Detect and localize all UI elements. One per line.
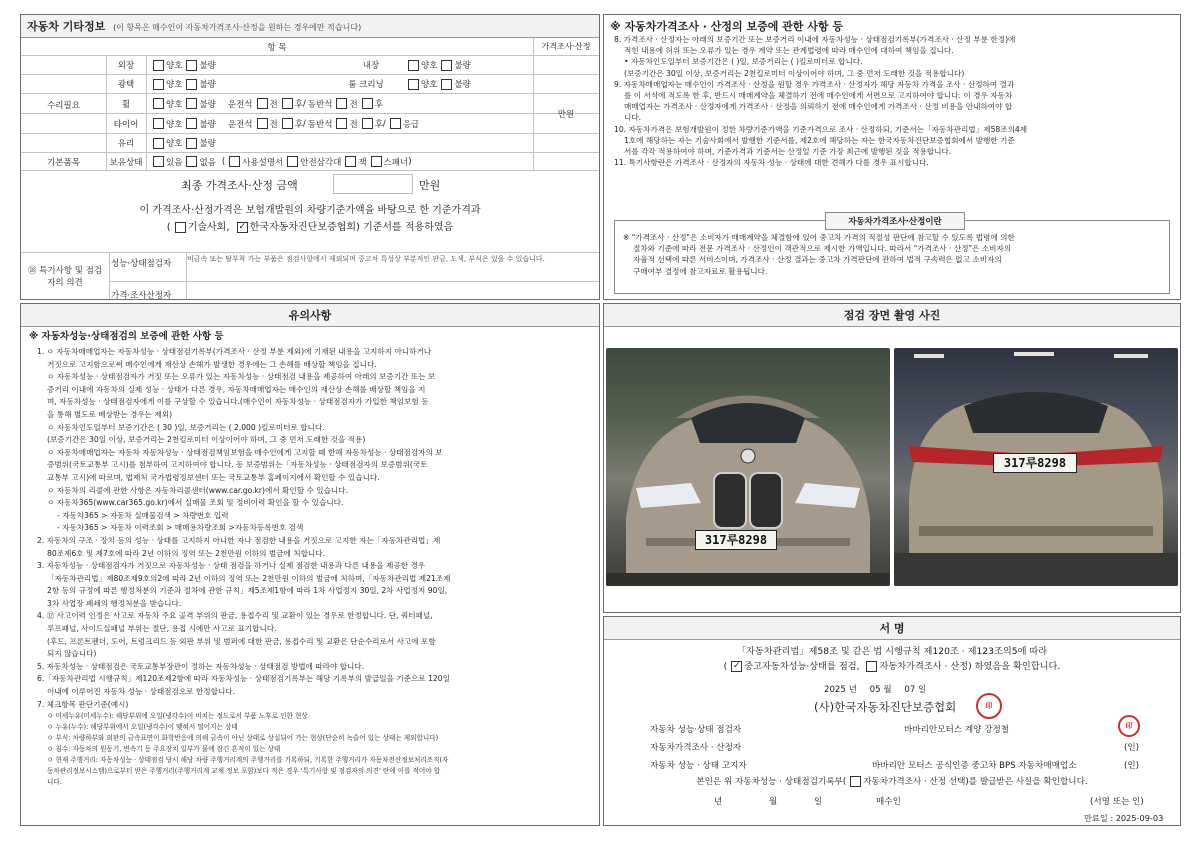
sign-month-unit: 월 bbox=[883, 685, 892, 695]
item-jack: 잭 bbox=[358, 157, 367, 168]
sign-opt1: 중고자동차성능·상태를 점검, bbox=[744, 661, 860, 672]
final-price-input[interactable] bbox=[333, 174, 413, 194]
buyer-label: 매수인 bbox=[876, 797, 901, 807]
checkbox-interior-good[interactable] bbox=[408, 60, 419, 71]
appraiser-seal: (인) bbox=[1124, 743, 1140, 753]
note-line: 4. ⑫ 사고이력 인정은 사고로 자동차 주요 골격 부위의 판금, 용접수리 및 교환이 있는 경우로 한정합니다. 단, 쿼터패널, bbox=[37, 611, 433, 621]
note-line: ㅇ 자동차의 리콜에 관한 사항은 자동차리콜센터(www.car.go.kr)에서 확인할 수 있습니다. bbox=[47, 485, 348, 495]
final-price-block bbox=[21, 171, 599, 253]
opt-bad: 불량 bbox=[199, 80, 216, 90]
opt-have: 있음 bbox=[166, 157, 183, 168]
checkbox-gloss-bad[interactable] bbox=[186, 79, 197, 90]
opt-good: 양호 bbox=[421, 80, 438, 90]
note-line: 증범위(국토교통부 고시)를 첨부하여 고지하여야 합니다. 동 보증범위는「자동차성능 · 상태점검자의 보증범위(국토 bbox=[47, 460, 428, 470]
row-tire: 타이어 양호 불량 운전석 전 후 / 동반석 전 후 / 응급 bbox=[21, 114, 599, 134]
label-room-cleaning: 룸 크리닝 bbox=[348, 80, 384, 90]
checkbox-exterior-good[interactable] bbox=[153, 60, 164, 71]
association-name: (사)한국자동차진단보증협회 bbox=[814, 700, 957, 714]
warranty-line: 서를 각각 적용하여야 하며, 기준가격과 기준서는 산정일 기준 가장 최근에 발행된 것을 적용합니다. bbox=[624, 147, 952, 157]
checkbox-wheel-bad[interactable] bbox=[186, 98, 197, 109]
opt-bad: 불량 bbox=[454, 80, 471, 90]
basis-line2: ( 기술사회, ✓ 한국자동차진단보증협회) 기준서를 적용하였음 bbox=[166, 221, 454, 233]
note-line: 거짓으로 고지함으로써 매수인에게 재산상 손해가 발생한 경우에는 그 손해를 배상할 책임을 집니다. bbox=[47, 359, 377, 369]
note-line: 6.「자동차관리법 시행규칙」제120조제2항에 따라 자동차성능 · 상태점검기록부는 해당 기록부의 발급일을 기준으로 120일 bbox=[37, 674, 450, 684]
sign-tail: 하였음을 확인합니다. bbox=[974, 661, 1061, 672]
price-unit-won: 만원 bbox=[557, 109, 575, 120]
opt-bad: 불량 bbox=[199, 99, 216, 110]
definition-box bbox=[614, 217, 1170, 294]
definition-line: ※ "가격조사 · 산정"은 소비자가 매매계약을 체결함에 있어 중고차 가격의 적절성 판단에 참고할 수 있도록 법령에 의한 bbox=[623, 233, 1015, 242]
inspector-seal-icon: 印 bbox=[1118, 715, 1140, 737]
front-photo bbox=[606, 348, 890, 586]
notes-text bbox=[37, 346, 595, 788]
row-glass bbox=[21, 134, 599, 153]
checkbox-item-spanner[interactable] bbox=[371, 156, 382, 167]
table-header-row bbox=[21, 38, 599, 56]
warranty-line: 적힌 내용에 허위 또는 오류가 있는 경우 계약 또는 관계법령에 따라 매수인에 대하여 책임을 집니다. bbox=[624, 46, 954, 56]
checkbox-wheel-driver-rear[interactable] bbox=[282, 98, 293, 109]
opt-good: 양호 bbox=[166, 119, 183, 130]
notes-subtitle: ※ 자동차성능·상태점검의 보증에 관한 사항 등 bbox=[29, 331, 224, 342]
note-line: 동차관리정보시스템)으로부터 받은 주행거리(주행거리계 교체 정보 포함)보다 적은 경우 '특기사항 및 점검자의 의견' 란에 이를 적어야 합 bbox=[47, 767, 441, 776]
opt-rear: 후 bbox=[294, 119, 303, 130]
checkbox-tech-society[interactable] bbox=[175, 222, 186, 233]
note-line: ㅇ 현재 주행거리: 자동차성능 · 상태점검 당시 해당 차량 주행거리계의 주행거리를 기록하되, 기록한 주행거리가 자동차전산정보처리조직(자 bbox=[47, 756, 449, 765]
other-info-note: (이 항목은 매수인이 자동차가격조사·산정을 원하는 경우에만 적습니다) bbox=[113, 23, 362, 32]
notes-title: 유의사항 bbox=[21, 304, 599, 327]
checkbox-wheel-driver-front[interactable] bbox=[257, 98, 268, 109]
front-license-plate: 317루8298 bbox=[695, 530, 777, 550]
note-line: (후드, 프론트펜더, 도어, 트렁크리드 등 외판 부위 및 범퍼에 대한 판금, 용접수리 및 교환은 단순수리로서 사고에 포함 bbox=[47, 636, 436, 646]
buyer-day-unit: 일 bbox=[814, 797, 823, 807]
note-line: ㅇ 자동차인도일부터 보증기간은 ( 30 )일, 보증거리는 ( 2,000 )킬로미터로 합니다. bbox=[47, 422, 325, 432]
special-perf-text: 비금속 또는 탈부착 가능 부품은 점검사항에서 제외되며 중고차 특성상 부분적인 판금, 도색, 부식은 있을 수 있습니다. bbox=[187, 255, 545, 263]
appraiser-label: 자동차가격조사 · 산정자 bbox=[650, 743, 742, 753]
receipt-tail: 자동차가격조사 · 산정 선택)를 발급받은 사실을 확인합니다. bbox=[863, 777, 1088, 787]
special-price-label: 가격·조사산정자 bbox=[111, 291, 172, 300]
special-remarks-block bbox=[21, 253, 599, 300]
checkbox-room-good[interactable] bbox=[408, 79, 419, 90]
signature-date bbox=[824, 683, 926, 695]
special-label: ⑱ 특기사항 및 점검자의 의견 bbox=[27, 266, 103, 288]
sign-month: 05 bbox=[869, 685, 881, 695]
opt-front: 전 bbox=[269, 99, 278, 110]
opt-passenger: 동반석 bbox=[307, 119, 333, 130]
signature-panel bbox=[603, 616, 1181, 826]
note-line: 2항 등의 규정에 따른 행정처분의 기준과 절차에 관한 규칙」제5조제1항에 따라 1차 사업정지 30일, 2차 사업정지 90일, bbox=[47, 586, 448, 596]
checkbox-performance[interactable]: ✓ bbox=[732, 661, 741, 671]
definition-title: 자동차가격조사·산정이란 bbox=[825, 212, 965, 230]
note-line: 2. 자동차의 구조 · 장치 등의 성능 · 상태를 고지하지 아니한 자나 점검한 내용을 거짓으로 고지한 자는「자동차관리법」제 bbox=[37, 535, 441, 545]
buyer-month-unit: 월 bbox=[769, 797, 778, 807]
opt-bad: 불량 bbox=[199, 139, 216, 149]
opt-driver: 운전석 bbox=[227, 119, 253, 130]
note-line: 증거리 이내에 자동차의 실제 성능 · 상태가 다른 경우, 자동차매매업자는 매수인의 재산상 손해를 배상할 책임을 지 bbox=[47, 384, 426, 394]
checkbox-wheel-pass-front[interactable] bbox=[336, 98, 347, 109]
notifier-label: 자동차 성능 · 상태 고지자 bbox=[650, 761, 747, 771]
checkbox-glass-bad[interactable] bbox=[186, 138, 197, 149]
checkbox-exterior-bad[interactable] bbox=[186, 60, 197, 71]
sign-opt2: 자동차가격조사 · 산정) bbox=[879, 661, 972, 672]
opt-front: 전 bbox=[269, 119, 278, 130]
warranty-line: (보증기간은 30일 이상, 보증거리는 2천킬로미터 이상이어야 하며, 그 중 먼저 도래한 것을 적용합니다) bbox=[624, 68, 965, 78]
checkbox-receipt-price[interactable] bbox=[850, 776, 861, 787]
checkbox-wheel-pass-rear[interactable] bbox=[362, 98, 373, 109]
other-info-title: 자동차 기타정보 bbox=[27, 20, 106, 33]
sign-day-unit: 일 bbox=[918, 685, 927, 695]
warranty-line: 니다. bbox=[624, 113, 642, 123]
checkbox-tire-driver-rear[interactable] bbox=[282, 118, 293, 129]
row-wheel: 휠 양호 불량 운전석 전 후 / 동반석 전 후 bbox=[21, 94, 599, 114]
label-ownership: 보유상태 bbox=[109, 157, 143, 168]
warranty-line: 매매업자는 가격조사 · 산정자에게 가격조사 · 산정을 의뢰하기 전에 매수인에게 가격조사 · 산정 비용을 안내하여야 합 bbox=[624, 102, 1013, 112]
row-exterior bbox=[21, 56, 599, 75]
note-line: 니다. bbox=[47, 778, 62, 787]
checkbox-glass-good[interactable] bbox=[153, 138, 164, 149]
label-basic-items: 기본품목 bbox=[47, 157, 80, 168]
note-line: ㅇ 침수: 자동차의 원동기, 변속기 등 주요장치 일부가 물에 잠긴 흔적이 있는 상태 bbox=[47, 745, 281, 754]
signature-check-line: ( ✓ 중고자동차성능·상태를 점검, 자동차가격조사 · 산정) 하였음을 확인합니다. bbox=[723, 661, 1061, 672]
opt-front: 전 bbox=[349, 119, 358, 130]
buyer-year-unit: 년 bbox=[714, 797, 723, 807]
note-line: 을 통해 별도로 배상받는 경우는 제외) bbox=[47, 409, 173, 419]
opt-bad: 불량 bbox=[199, 61, 216, 71]
opt-emergency: 응급 bbox=[402, 119, 420, 130]
note-line: ㅇ 자동차365(www.car365.go.kr)에서 실매물 조회 및 정비이력 확인을 할 수 있습니다. bbox=[47, 498, 344, 508]
label-exterior: 외장 bbox=[117, 61, 135, 71]
item-manual: 사용설명서 bbox=[242, 157, 284, 168]
opt-bad: 불량 bbox=[454, 61, 471, 71]
front-car-image bbox=[606, 348, 890, 586]
buyer-sign: (서명 또는 인) bbox=[1090, 797, 1144, 807]
label-glass: 유리 bbox=[117, 139, 135, 149]
checkbox-interior-bad[interactable] bbox=[441, 60, 452, 71]
note-line: 교통부 고시)에 따르며, 법제처 국가법령정보센터 또는 국토교통부 홈페이지에서 확인할 수 있습니다. bbox=[47, 472, 380, 482]
expiry-date: 만료일 : 2025-09-03 bbox=[1084, 813, 1164, 823]
opt-rear: 후 bbox=[374, 119, 383, 130]
note-line: ㅇ 자동차성능 · 상태점검자가 거짓 또는 오류가 있는 자동차성능 · 상태점검 내용을 제공하여 아래의 보증기간 또는 보 bbox=[47, 372, 436, 382]
warranty-line: 를 이 서식에 적도록 한 후, 반드시 매매계약을 체결하기 전에 매수인에게 서면으로 고지하여야 합니다. 이 경우 자동차 bbox=[624, 91, 1013, 101]
final-price-label: 최종 가격조사·산정 금액 bbox=[181, 179, 298, 192]
checkbox-room-bad[interactable] bbox=[441, 79, 452, 90]
warranty-line: 11. 특기사항란은 가격조사 · 산정자의 자동차 성능 · 상태에 대한 견해가 다를 경우 표시합니다. bbox=[614, 158, 929, 168]
basis-opt1: 기술사회 bbox=[187, 222, 227, 233]
notes-panel bbox=[20, 303, 600, 826]
definition-line: 구매여부 결정에 참고자료로 활용됩니다. bbox=[633, 266, 768, 276]
opt-bad: 불량 bbox=[199, 119, 216, 130]
checkbox-wheel-good[interactable] bbox=[153, 98, 164, 109]
col-price-header: 가격조사·산정 bbox=[541, 42, 591, 51]
basis-line1: 이 가격조사·산정가격은 보험개발원의 차량기준가액을 바탕으로 한 기준가격과 bbox=[139, 205, 481, 216]
other-info-panel bbox=[20, 14, 600, 300]
warranty-line: • 자동차인도일부터 보증기간은 ( )일, 보증거리는 ( )킬로미터로 합니다. bbox=[624, 57, 863, 67]
receipt-line bbox=[604, 775, 1180, 787]
opt-rear: 후 bbox=[374, 99, 383, 110]
checkbox-item-triangle[interactable] bbox=[287, 156, 298, 167]
notifier-seal: (인) bbox=[1124, 761, 1140, 771]
checkbox-item-manual[interactable] bbox=[229, 156, 240, 167]
col-item-header: 항 목 bbox=[267, 42, 287, 53]
definition-text bbox=[623, 233, 1163, 278]
note-line: (보증기간은 30일 이상, 보증거리는 2천킬로미터 이상이어야 하며, 그 중 먼저 도래한 것을 적용) bbox=[47, 435, 366, 445]
checkbox-item-jack[interactable] bbox=[345, 156, 356, 167]
checkbox-own-none[interactable] bbox=[186, 156, 197, 167]
opt-good: 양호 bbox=[421, 61, 438, 71]
note-line: 며, 자동차성능 · 상태점검자에게 이를 구상할 수 있습니다.(매수인이 자동차성능 · 상태점검자가 가입한 책임보험 등 bbox=[47, 397, 429, 407]
opt-good: 양호 bbox=[166, 80, 183, 90]
note-line: 루프패널, 사이드실패널 부위는 절단, 용접 시에만 사고로 표기합니다. bbox=[47, 624, 277, 634]
rear-photo bbox=[894, 348, 1178, 586]
warranty-line: 9. 자동차매매업자는 매수인이 가격조사 · 산정을 원할 경우 가격조사 · 산정자가 해당 자동차 가격을 조사 · 산정하여 결과 bbox=[614, 79, 1015, 89]
opt-good: 양호 bbox=[166, 99, 183, 110]
opt-good: 양호 bbox=[166, 139, 183, 149]
note-line: 3차 사업장 폐쇄의 행정처분을 받습니다. bbox=[47, 598, 182, 608]
final-price-unit: 만원 bbox=[419, 179, 441, 192]
definition-line: 절차와 기준에 따라 전문 가격조사 · 산정인이 객관적으로 제시한 가액입니다. 따라서 "가격조사 · 산정"은 소비자의 bbox=[633, 244, 1012, 254]
signature-title: 서 명 bbox=[604, 617, 1180, 640]
basis-tail: ) 기준서를 적용하였음 bbox=[355, 222, 454, 233]
rear-license-plate: 317루8298 bbox=[993, 453, 1077, 473]
definition-line: 자율적 선택에 따른 서비스이며, 가격조사 · 산정 결과는 중고차 가격판단에 관하여 법적 구속력은 없고 소비자의 bbox=[633, 255, 1002, 265]
checkbox-tire-bad[interactable] bbox=[186, 118, 197, 129]
note-line: 7. 체크항목 판단기준(예시) bbox=[37, 699, 129, 709]
opt-passenger: 동반석 bbox=[307, 99, 333, 110]
opt-driver: 운전석 bbox=[227, 99, 253, 110]
receipt-head: 본인은 위 자동차성능 · 상태점검기록부( bbox=[696, 777, 847, 787]
item-triangle: 안전삼각대 bbox=[300, 157, 342, 168]
opt-rear: 후 bbox=[294, 99, 303, 110]
label-gloss: 광택 bbox=[117, 80, 135, 90]
note-line: 1. ㅇ 자동차매매업자는 자동차성능 · 상태점검기록부(가격조사 · 산정 부분 제외)에 기재된 내용을 고지하지 아니하거나 bbox=[37, 347, 432, 356]
basis-opt2: 한국자동차진단보증협회 bbox=[249, 222, 356, 233]
other-info-table bbox=[21, 38, 599, 300]
sign-year: 2025 bbox=[824, 685, 846, 695]
repair-needed-label: 수리필요 bbox=[47, 100, 80, 111]
label-tire: 타이어 bbox=[113, 119, 139, 130]
price-warranty-text bbox=[614, 35, 1174, 169]
price-warranty-panel bbox=[603, 14, 1181, 300]
opt-front: 전 bbox=[349, 99, 358, 110]
checkbox-price-appraisal[interactable] bbox=[866, 661, 877, 672]
opt-good: 양호 bbox=[166, 61, 183, 71]
checkbox-tire-pass-front[interactable] bbox=[336, 118, 347, 129]
note-line: ㅇ 자동차매매업자는 자동차 자동차성능 · 상태점검책임보험을 매수인에게 고지할 때 한해 자동차성능 · 상태점검자의 보 bbox=[47, 447, 443, 457]
note-line: 「자동차관리법」제80조제9호의2에 따라 2년 이하의 징역 또는 2천만원 이하의 벌금에 처하며,「자동차관리법 제21조제 bbox=[47, 573, 451, 583]
row-basic-items: 기본품목 보유상태 있음 없음 ( 사용설명서 안전삼각대 잭 스패너 ) bbox=[21, 153, 599, 171]
note-line: - 자동차365 > 자동차 실매물검색 > 차량번호 입력 bbox=[57, 510, 229, 520]
inspector-name: 바바리안모터스 계양 강정철 bbox=[904, 725, 1010, 735]
association-seal-icon: 印 bbox=[976, 693, 1002, 719]
checkbox-tire-emergency[interactable] bbox=[390, 118, 401, 129]
note-line: 5. 자동차성능 · 상태점검은 국토교통부장관이 정하는 자동차성능 · 상태점검 방법에 따라야 합니다. bbox=[37, 661, 365, 671]
opt-none: 없음 bbox=[199, 157, 216, 168]
item-spanner: 스패너 bbox=[383, 157, 409, 168]
other-info-header bbox=[21, 15, 599, 38]
note-line: ㅇ 부식: 차량하부와 외판의 금속표면이 화학반응에 의해 금속이 아닌 상태로 상실되어 가는 현상(단순히 녹슬어 있는 상태는 제외합니다) bbox=[47, 734, 439, 743]
note-line: 3. 자동차성능 · 상태점검자가 거짓으로 자동차성능 · 상태 점검을 하거나 실제 점검한 내용과 다른 내용을 제공한 경우 bbox=[37, 561, 426, 571]
checkbox-kadwa[interactable]: ✓ bbox=[238, 221, 246, 232]
checkbox-tire-pass-rear[interactable] bbox=[362, 118, 373, 129]
sign-day: 07 bbox=[904, 685, 916, 695]
note-line: ㅇ 누유(누수): 해당부위에서 오일(냉각수)이 맺혀서 떨어지는 상태 bbox=[47, 723, 238, 732]
note-line: 되지 않습니다) bbox=[47, 649, 97, 659]
note-line: 이내에 이루어진 자동차 성능 · 상태점검으로 한정합니다. bbox=[47, 687, 236, 697]
photos-panel bbox=[603, 303, 1181, 613]
inspector-label: 자동차 성능·상태 점검자 bbox=[650, 725, 742, 735]
photos-title: 점검 장면 촬영 사진 bbox=[604, 304, 1180, 327]
warranty-line: 1호에 해당하는 자는 기술사회에서 발행한 기준서를, 제2호에 해당하는 자는 한국자동차진단보증협회에서 발행한 기준 bbox=[624, 135, 1015, 145]
sign-year-unit: 년 bbox=[848, 685, 857, 695]
note-line: 80조제6호 및 제7호에 따라 2년 이하의 징역 또는 2천만원 이하의 벌금에 처합니다. bbox=[47, 548, 326, 558]
label-interior: 내장 bbox=[362, 61, 380, 71]
checkbox-gloss-good[interactable] bbox=[153, 79, 164, 90]
warranty-line: 8. 가격조사 · 산정자는 아래의 보증기간 또는 보증거리 이내에 자동차성능 · 상태점검기록부(가격조사 · 산정 부분 한정)에 bbox=[614, 35, 1016, 44]
checkbox-tire-driver-front[interactable] bbox=[257, 118, 268, 129]
note-line: ㅇ 미세누유(미세누수): 해당부위에 오일(냉각수)이 비치는 정도로서 부품 노후로 인한 현상 bbox=[47, 712, 308, 721]
label-wheel: 휠 bbox=[121, 99, 131, 110]
signature-law-line: 「자동차관리법」제58조 및 같은 법 시행규칙 제120조 · 제123조의5에 따라 bbox=[736, 646, 1048, 657]
price-warranty-title: ※ 자동차가격조사 · 산정의 보증에 관한 사항 등 bbox=[604, 15, 1180, 37]
special-perf-label: 성능·상태점검자 bbox=[111, 259, 172, 269]
checkbox-tire-good[interactable] bbox=[153, 118, 164, 129]
checkbox-own-have[interactable] bbox=[153, 156, 164, 167]
row-gloss bbox=[21, 75, 599, 94]
note-line: - 자동차365 > 자동차 이력조회 > 매매용차량조회 >자동차등록번호 검색 bbox=[57, 523, 304, 533]
warranty-line: 10. 자동차가격은 보험개발원이 정한 차량기준가액을 기준가격으로 조사 · 산정하되, 기준서는「자동차관리법」제58조의4제 bbox=[614, 124, 1028, 134]
notifier-name: 바바리안 모터스 공식인증 중고차 BPS 자동차매매업소 bbox=[872, 761, 1077, 771]
